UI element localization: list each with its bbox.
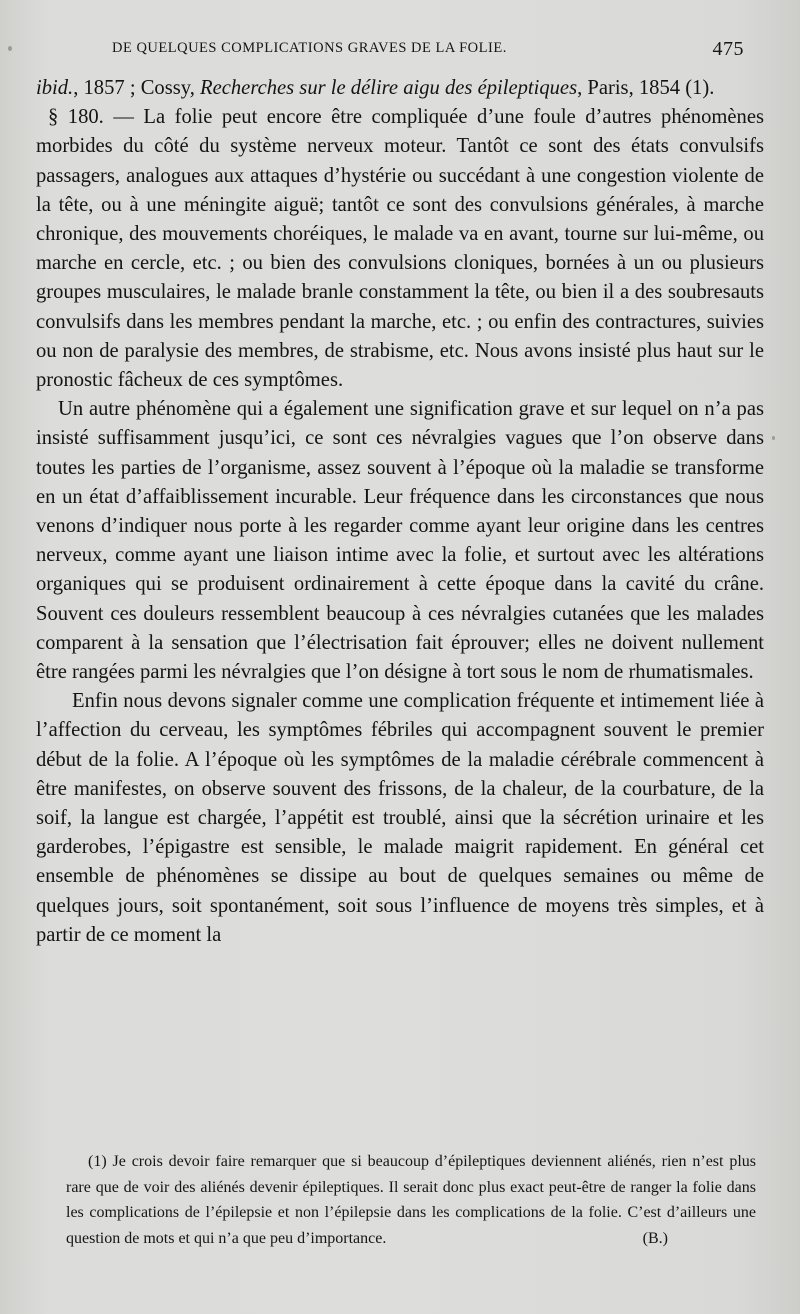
citation-title: Recherches sur le délire aigu des épileptiques [200, 77, 578, 99]
footnote-text: (1) Je crois devoir faire remarquer que si beaucoup d’épileptiques deviennent aliénés, rien n’est plus rare que de voir des aliénés devenir épileptiques. Il serait donc plus exact peut-être de ranger la folie dans les complications de l’épilepsie et non l’épilepsie dans les complications de la folie. C’est d’ailleurs une question de mots et qui n’a que peu d’importance. [66, 1153, 756, 1247]
footnote-signature: (B.) [642, 1229, 668, 1247]
page-header [112, 38, 744, 64]
footnote-block [66, 1149, 756, 1251]
paper-speck [8, 46, 12, 51]
citation-ibid: ibid. [36, 77, 74, 99]
paragraph-citation-continued [36, 74, 764, 103]
paragraph-symptomes-febriles: Enfin nous devons signaler comme une complication fréquente et intimement liée à l’affection du cerveau, les symptômes fébriles qui accompagnent souvent le premier début de la folie. A l’époque où les symptômes de la maladie cérébrale commencent à être manifestes, on observe souvent des frissons, de la chaleur, de la courbature, de la soif, la langue est chargée, l’appétit est troublé, ainsi que la sécrétion urinaire et les garderobes, l’épigastre est sensible, le malade maigrit rapidement. En général cet ensemble de phénomènes se dissipe au bout de quelques semaines ou même de quelques jours, soit spontanément, soit sous l’influence de moyens très simples, et à partir de ce moment la [36, 690, 764, 946]
page-number: 475 [712, 38, 744, 60]
citation-text: , 1857 ; Cossy, [73, 77, 201, 99]
footnote-1 [66, 1149, 756, 1251]
running-head: DE QUELQUES COMPLICATIONS GRAVES DE LA FOLIE. [112, 40, 507, 56]
paragraph-nevralgies: Un autre phénomène qui a également une signification grave et sur lequel on n’a pas insisté suffisamment jusqu’ici, ce sont ces névralgies vagues que l’on observe dans toutes les parties de l’organisme, assez souvent à l’époque où la maladie se transforme en un état d’affaiblissement incurable. Leur fréquence dans les circonstances que nous venons d’indiquer nous porte à les regarder comme ayant leur origine dans les centres nerveux, comme ayant une liaison intime avec la folie, et surtout avec les altérations organiques qui se produisent ordinairement à cette époque dans la cavité du crâne. Souvent ces douleurs ressemblent beaucoup à ces névralgies cutanées que les malades comparent à la sensation que l’électrisation fait éprouver; elles ne doivent nullement être rangées parmi les névralgies que l’on désigne à tort sous le nom de rhumatismales. [36, 398, 764, 684]
citation-place-date: , Paris, 1854 (1). [577, 77, 715, 99]
paper-speck [772, 436, 775, 440]
main-text [36, 74, 764, 950]
paragraph-section-180: § 180. — La folie peut encore être compliquée d’une foule d’autres phénomènes morbides du côté du système nerveux moteur. Tantôt ce sont des états convulsifs passagers, analogues aux attaques d’hystérie ou succédant à une congestion violente de la tête, ou à une méningite aiguë; tantôt ce sont des convulsions générales, à marche chronique, des mouvements choréiques, le malade va en avant, tourne sur lui-même, ou marche en cercle, etc. ; ou bien des convulsions cloniques, bornées à un ou plusieurs groupes musculaires, le malade branle constamment la tête, ou bien il a des soubresauts convulsifs dans les membres pendant la marche, etc. ; ou enfin des contractures, suivies ou non de paralysie des membres, de strabisme, etc. Nous avons insisté plus haut sur le pronostic fâcheux de ces symptômes. [36, 106, 764, 392]
